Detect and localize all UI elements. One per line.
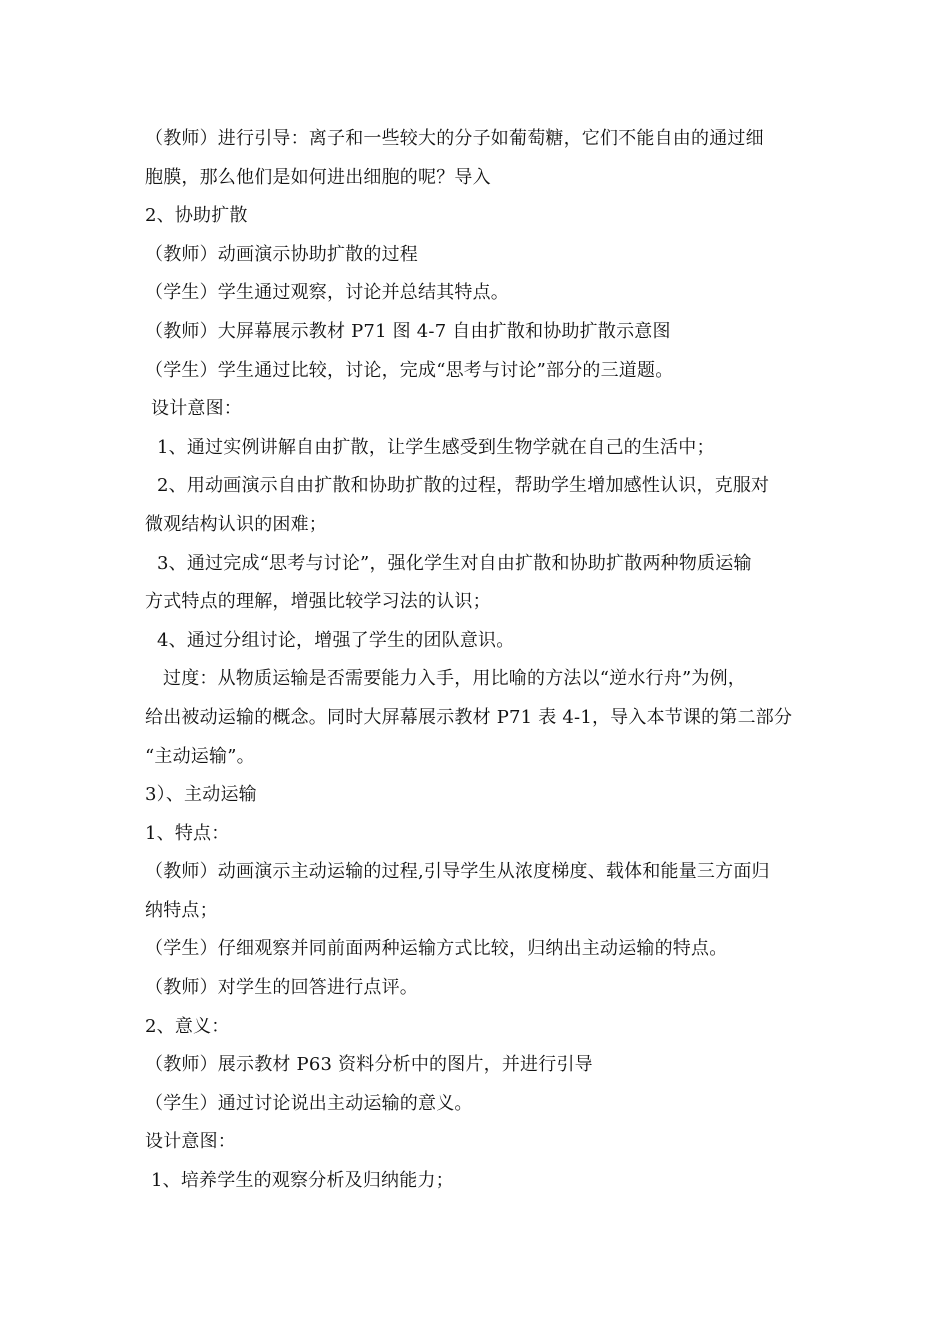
text-line: 给出被动运输的概念。同时大屏幕展示教材 P71 表 4-1，导入本节课的第二部分 [145,706,793,728]
text-line: （教师）动画演示协助扩散的过程 [145,243,418,265]
section-heading: 3）、主动运输 [145,784,257,806]
text-line: （教师）展示教材 P63 资料分析中的图片，并进行引导 [145,1054,593,1076]
subsection-heading: 2、意义： [145,1015,230,1037]
section-heading: 2、协助扩散 [145,205,248,227]
transition-paragraph: 过度：从物质运输是否需要能力入手，用比喻的方法以“逆水行舟”为例， [163,668,747,690]
list-item: 1、培养学生的观察分析及归纳能力； [151,1170,454,1192]
text-line: （学生）仔细观察并同前面两种运输方式比较，归纳出主动运输的特点。 [145,938,728,960]
text-line: （学生）学生通过观察，讨论并总结其特点。 [145,282,509,304]
text-line: 纳特点； [145,899,218,921]
text-line: （教师）动画演示主动运输的过程,引导学生从浓度梯度、载体和能量三方面归 [145,861,770,883]
text-line: （学生）通过讨论说出主动运输的意义。 [145,1092,473,1114]
text-line: （教师）对学生的回答进行点评。 [145,977,418,999]
text-line: “主动运输”。 [145,745,255,767]
list-item: 2、用动画演示自由扩散和协助扩散的过程，帮助学生增加感性认识，克服对 [157,475,770,497]
subsection-heading: 1、特点： [145,822,230,844]
list-item: 1、通过实例讲解自由扩散，让学生感受到生物学就在自己的生活中； [157,436,715,458]
design-intent-heading: 设计意图： [151,398,242,420]
document-body [145,120,810,1201]
design-intent-heading: 设计意图： [145,1131,236,1153]
list-item: 3、通过完成“思考与讨论”，强化学生对自由扩散和协助扩散两种物质运输 [157,552,752,574]
text-line: 方式特点的理解，增强比较学习法的认识； [145,591,491,613]
text-line: （学生）学生通过比较，讨论，完成“思考与讨论”部分的三道题。 [145,359,674,381]
text-line: 胞膜，那么他们是如何进出细胞的呢？导入 [145,166,491,188]
list-item: 4、通过分组讨论，增强了学生的团队意识。 [157,629,515,651]
text-line: （教师）大屏幕展示教材 P71 图 4-7 自由扩散和协助扩散示意图 [145,320,671,342]
text-line: 微观结构认识的困难； [145,513,327,535]
text-line: （教师）进行引导：离子和一些较大的分子如葡萄糖，它们不能自由的通过细 [145,128,764,149]
